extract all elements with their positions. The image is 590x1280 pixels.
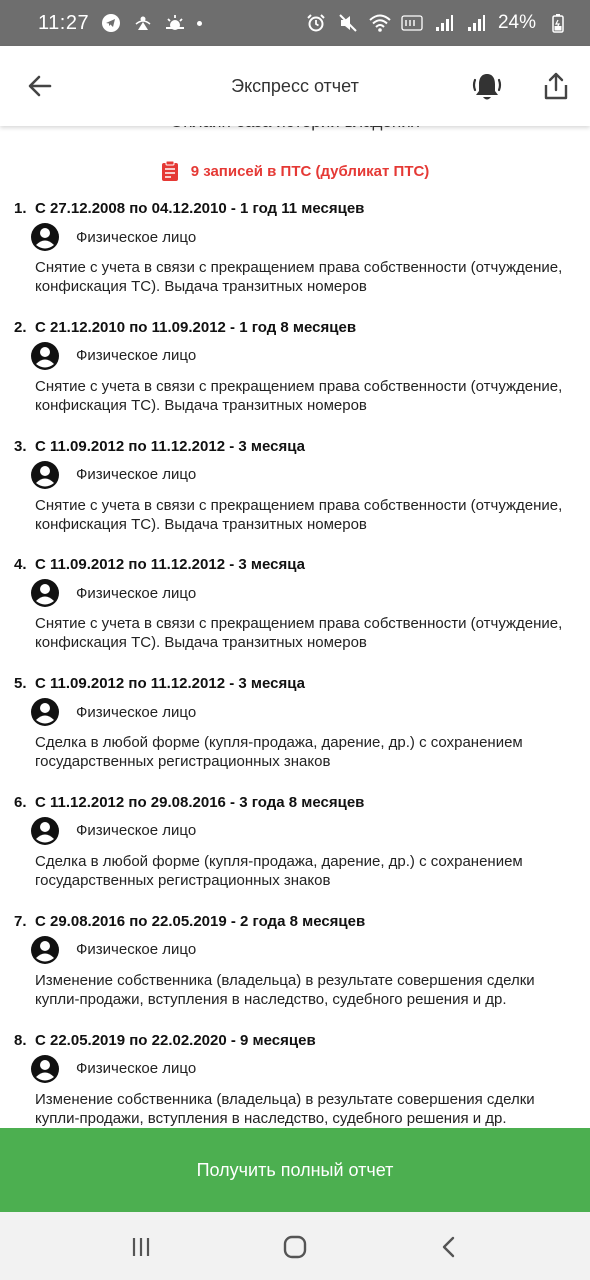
weather-icon	[165, 13, 185, 33]
record-period: С 11.09.2012 по 11.12.2012 - 3 месяца	[35, 675, 305, 693]
pts-notice	[0, 160, 590, 182]
home-icon	[282, 1234, 308, 1260]
wifi-icon	[370, 13, 390, 33]
record-description: Сделка в любой форме (купля-продажа, дарение, др.) с сохранением государственных регистрационных знаков	[35, 852, 523, 889]
battery-icon	[548, 13, 568, 33]
record-description: Изменение собственника (владельца) в результате совершения сделки купли-продажи, вступления в наследство, судебного решения и др.	[35, 1090, 535, 1127]
record-description: Изменение собственника (владельца) в результате совершения сделки купли-продажи, вступления в наследство, судебного решения и др.	[35, 971, 535, 1008]
list-item	[0, 552, 590, 671]
list-item	[0, 671, 590, 790]
record-owner	[30, 222, 196, 252]
telegram-icon	[101, 13, 121, 33]
record-owner	[30, 341, 196, 371]
signal-icon	[434, 13, 454, 33]
app-bar	[0, 46, 590, 126]
mute-icon	[338, 13, 358, 33]
owner-type: Физическое лицо	[76, 822, 197, 840]
back-icon	[437, 1235, 461, 1259]
account-circle-icon	[30, 460, 60, 490]
record-number: 8.	[14, 1031, 27, 1049]
account-circle-icon	[30, 935, 60, 965]
owners-list	[0, 196, 590, 1146]
record-number: 5.	[14, 675, 27, 693]
owner-type: Физическое лицо	[76, 466, 197, 484]
owner-type: Физическое лицо	[76, 228, 197, 246]
list-item	[0, 909, 590, 1028]
record-owner	[30, 1054, 196, 1084]
record-period: С 22.05.2019 по 22.02.2020 - 9 месяцев	[35, 1031, 316, 1049]
record-description: Снятие с учета в связи с прекращением права собственности (отчуждение, конфискация ТС). Выдача транзитных номеров	[35, 259, 563, 295]
account-circle-icon	[30, 1054, 60, 1084]
alarm-icon	[306, 13, 326, 33]
record-number: 3.	[14, 437, 27, 455]
back-button[interactable]	[22, 68, 58, 104]
home-button[interactable]	[280, 1232, 310, 1262]
record-owner	[30, 935, 196, 965]
get-full-report-button[interactable]: Получить полный отчет	[0, 1128, 590, 1212]
owner-type: Физическое лицо	[76, 703, 197, 721]
owner-type: Физическое лицо	[76, 584, 197, 602]
status-time: 11:27	[38, 11, 90, 34]
record-period: С 11.09.2012 по 11.12.2012 - 3 месяца	[35, 437, 305, 455]
account-circle-icon	[30, 341, 60, 371]
record-description: Сделка в любой форме (купля-продажа, дарение, др.) с сохранением государственных регистрационных знаков	[35, 734, 523, 771]
signal-icon-2	[466, 13, 486, 33]
list-item	[0, 790, 590, 909]
system-nav-bar	[0, 1212, 590, 1280]
record-owner	[30, 697, 196, 727]
record-description: Снятие с учета в связи с прекращением права собственности (отчуждение, конфискация ТС). Выдача транзитных номеров	[35, 496, 563, 533]
record-description: Снятие с учета в связи с прекращением права собственности (отчуждение, конфискация ТС). Выдача транзитных номеров	[35, 615, 563, 652]
record-description: Снятие с учета в связи с прекращением права собственности (отчуждение, конфискация ТС). Выдача транзитных номеров	[35, 377, 563, 414]
list-item	[0, 434, 590, 553]
list-item	[0, 196, 590, 315]
recent-apps-button[interactable]	[126, 1232, 156, 1262]
recent-apps-icon	[129, 1235, 153, 1259]
record-owner	[30, 816, 196, 846]
hotspot-icon	[133, 13, 153, 33]
account-circle-icon	[30, 816, 60, 846]
clipboard-list-icon	[161, 160, 179, 182]
record-period: С 29.08.2016 по 22.05.2019 - 2 года 8 месяцев	[35, 912, 366, 930]
owner-type: Физическое лицо	[76, 1060, 197, 1078]
share-button[interactable]	[538, 68, 574, 104]
record-number: 1.	[14, 200, 27, 217]
record-number: 2.	[14, 318, 27, 336]
bell-ringing-icon	[470, 70, 504, 104]
page-title: Экспресс отчет	[231, 76, 359, 96]
status-bar	[0, 0, 590, 46]
record-period: С 11.12.2012 по 29.08.2016 - 3 года 8 месяцев	[35, 793, 365, 811]
record-owner	[30, 578, 196, 608]
account-circle-icon	[30, 578, 60, 608]
notifications-button[interactable]	[468, 68, 506, 106]
account-circle-icon	[30, 697, 60, 727]
account-circle-icon	[30, 222, 60, 252]
owner-type: Физическое лицо	[76, 941, 197, 959]
share-icon	[542, 71, 570, 101]
record-number: 6.	[14, 793, 27, 811]
report-content[interactable]	[0, 126, 590, 1128]
system-back-button[interactable]	[434, 1232, 464, 1262]
notification-dot	[197, 21, 202, 26]
volte-icon	[402, 13, 422, 33]
record-period: С 11.09.2012 по 11.12.2012 - 3 месяца	[35, 556, 305, 574]
battery-percent: 24%	[497, 12, 536, 33]
record-number: 7.	[14, 912, 27, 930]
owner-type: Физическое лицо	[76, 347, 197, 365]
pts-notice-text: 9 записей в ПТС (дубликат ПТС)	[190, 162, 430, 180]
record-period: С 21.12.2010 по 11.09.2012 - 1 год 8 месяцев	[35, 318, 357, 336]
record-owner	[30, 460, 196, 490]
list-item	[0, 315, 590, 434]
status-right	[306, 12, 568, 34]
record-number: 4.	[14, 556, 27, 574]
status-left	[38, 12, 202, 35]
record-period: С 27.12.2008 по 04.12.2010 - 1 год 11 месяцев	[35, 200, 365, 217]
arrow-left-icon	[27, 73, 53, 99]
